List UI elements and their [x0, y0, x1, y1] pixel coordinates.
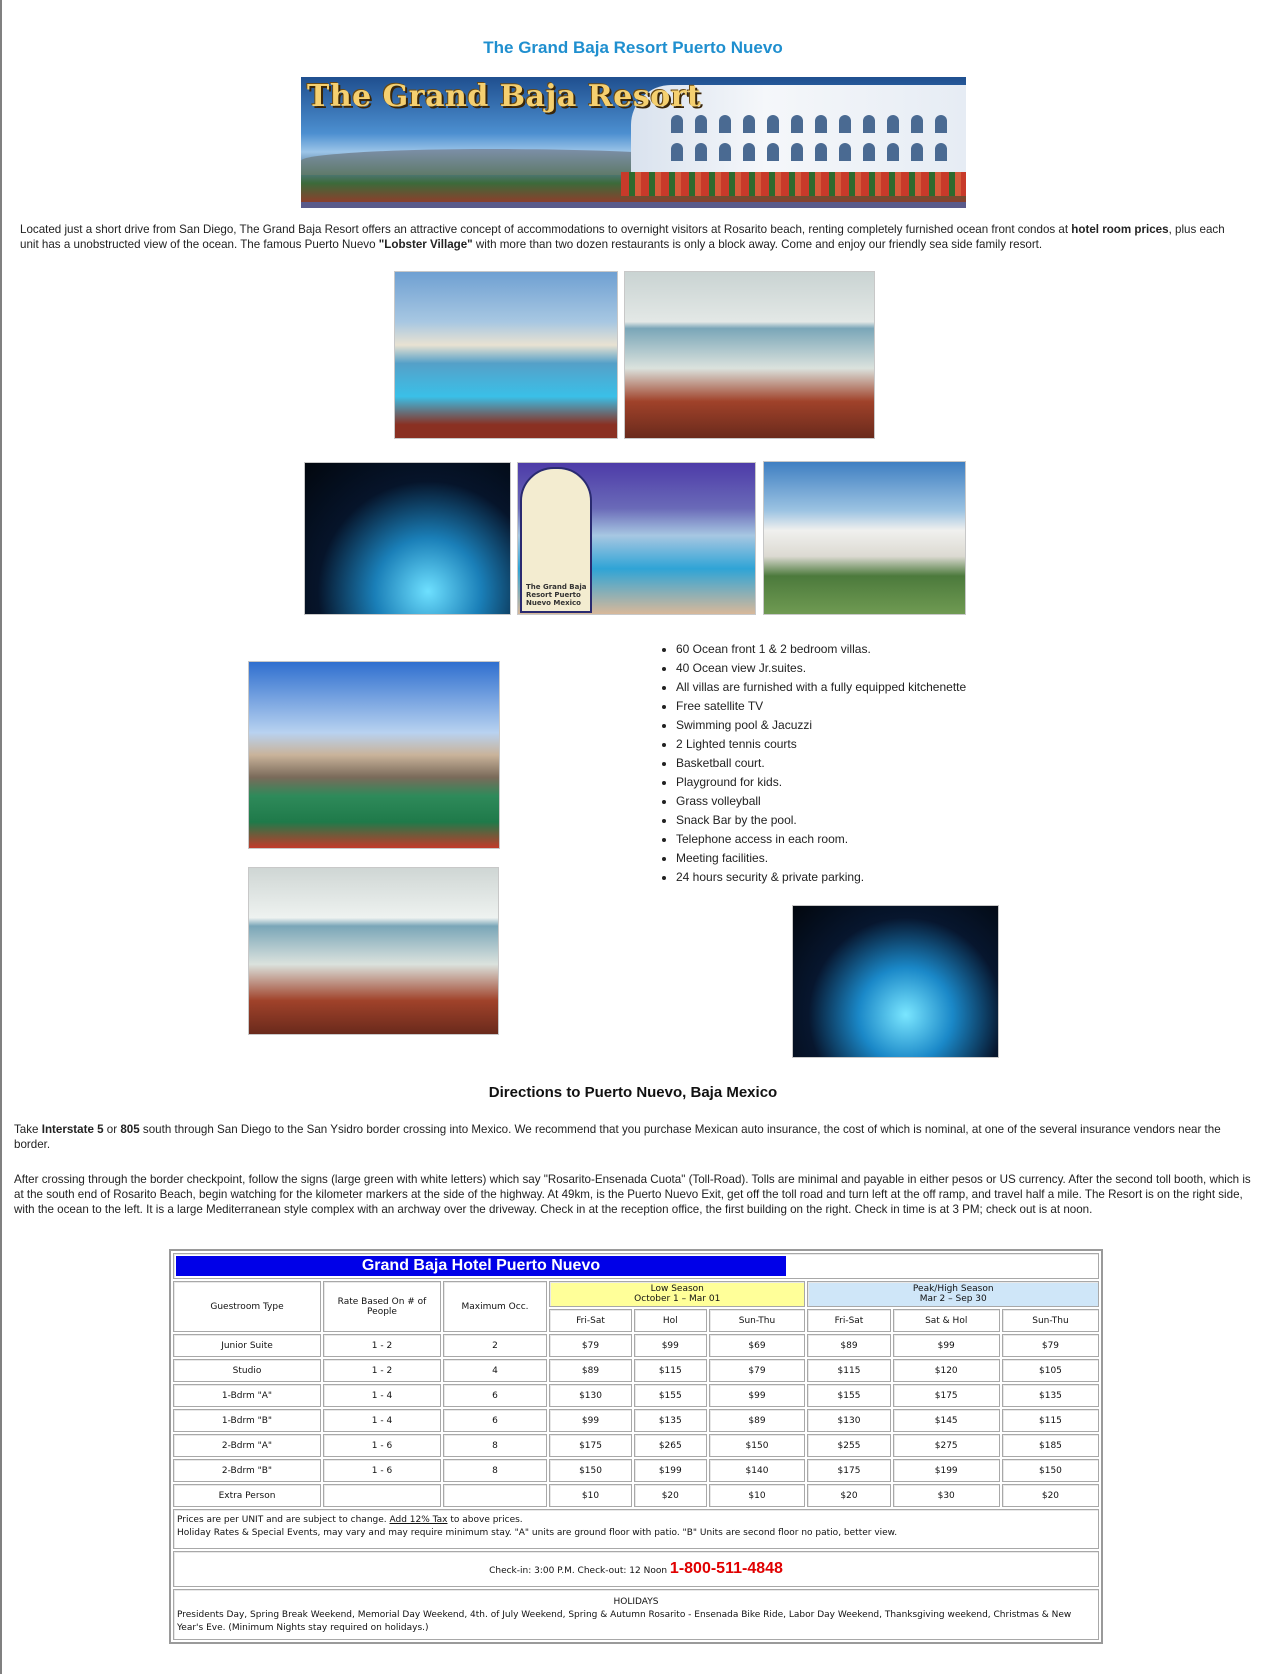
table-row: [173, 1334, 1099, 1357]
cell-rate: $140: [709, 1459, 806, 1482]
cell-rate: $115: [807, 1359, 890, 1382]
logo-pool-photo: [517, 462, 756, 615]
intro-text-3: with more than two dozen restaurants is only a block away. Come and enjoy our friendly sea side family resort.: [472, 238, 1043, 251]
rates-title: Grand Baja Hotel Puerto Nuevo: [176, 1256, 786, 1276]
cell-rate: $99: [634, 1334, 707, 1357]
holidays-title: HOLIDAYS: [613, 1597, 659, 1607]
cell-rate: $185: [1002, 1434, 1099, 1457]
page-title: The Grand Baja Resort Puerto Nuevo: [483, 38, 783, 57]
header-low-season: [549, 1281, 805, 1307]
cell-rate: $115: [1002, 1409, 1099, 1432]
dir-text: or: [103, 1123, 121, 1136]
header-low-fri-sat: Fri-Sat: [549, 1309, 632, 1332]
dir-bold-805: 805: [120, 1123, 140, 1136]
list-item: • All villas are furnished with a fully equipped kitchenette: [676, 678, 966, 697]
cell-rate: $20: [807, 1484, 890, 1507]
dir-text: Take: [14, 1123, 42, 1136]
cell-max: 8: [443, 1434, 547, 1457]
list-item: • Grass volleyball: [676, 792, 966, 811]
holidays-cell: [173, 1589, 1099, 1640]
cell-rate: $20: [1002, 1484, 1099, 1507]
amenities-list: [658, 640, 966, 887]
peak-season-label: Peak/High Season: [912, 1284, 994, 1294]
checkin-row: [173, 1551, 1099, 1587]
cell-rate: $150: [1002, 1459, 1099, 1482]
tax-link[interactable]: Add 12% Tax: [389, 1515, 448, 1525]
pool-photo: [394, 271, 618, 439]
cell-rate: $79: [709, 1359, 806, 1382]
cell-rate: $120: [893, 1359, 1000, 1382]
directions-paragraph-1: [14, 1122, 1254, 1152]
cell-rate: $175: [549, 1434, 632, 1457]
cell-type: Junior Suite: [173, 1334, 321, 1357]
cell-rate: $275: [893, 1434, 1000, 1457]
cell-max: 2: [443, 1334, 547, 1357]
cell-type: 2-Bdrm "B": [173, 1459, 321, 1482]
cell-type: 1-Bdrm "B": [173, 1409, 321, 1432]
rates-table: [171, 1251, 1101, 1642]
header-peak-fri-sat: Fri-Sat: [807, 1309, 890, 1332]
cell-type: Studio: [173, 1359, 321, 1382]
holidays-text: Presidents Day, Spring Break Weekend, Memorial Day Weekend, 4th. of July Weekend, Spring & Autumn Rosarito - Ensenada Bike Ride, Labor Day Weekend, Thanksgiving weekend, Christmas & New Year's Eve. (Minimum Nights stay required on holidays.): [177, 1610, 1072, 1633]
cell-rate: $135: [1002, 1384, 1099, 1407]
logo-panel-text: The Grand Baja Resort Puerto Nuevo Mexico: [526, 583, 587, 607]
cell-rate: $155: [807, 1384, 890, 1407]
cell-rate: $199: [634, 1459, 707, 1482]
night-pool-photo-2: [792, 905, 999, 1058]
banner-title: The Grand Baja Resort: [307, 79, 702, 114]
rates-title-cell: [173, 1253, 1099, 1279]
intro-bold-lobster-village: "Lobster Village": [378, 238, 473, 251]
header-max-occ: Maximum Occ.: [443, 1281, 547, 1332]
phone-number[interactable]: 1-800-511-4848: [669, 1560, 783, 1577]
intro-text-1: Located just a short drive from San Diego, The Grand Baja Resort offers an attractive concept of accommodations to overnight visitors at Rosarito beach, renting completely furnished ocean front condos at: [20, 223, 1072, 236]
rates-table-panel: [169, 1249, 1103, 1644]
cell-rate: $199: [893, 1459, 1000, 1482]
banner-flower-bed: [621, 172, 966, 196]
cell-rate: $145: [893, 1409, 1000, 1432]
intro-bold-hotel-prices: hotel room prices: [1071, 223, 1169, 236]
cell-type: Extra Person: [173, 1484, 321, 1507]
cell-rate: $79: [1002, 1334, 1099, 1357]
table-row: [173, 1359, 1099, 1382]
living-room-photo: [624, 271, 875, 439]
resort-logo-panel: [520, 467, 592, 613]
list-item: • Free satellite TV: [676, 697, 966, 716]
header-guestroom: Guestroom Type: [173, 1281, 321, 1332]
rates-notes: [173, 1509, 1099, 1549]
cell-rate: $30: [893, 1484, 1000, 1507]
cell-rate: $10: [709, 1484, 806, 1507]
list-item: • Swimming pool & Jacuzzi: [676, 716, 966, 735]
list-item: • 24 hours security & private parking.: [676, 868, 966, 887]
resort-banner-image: [301, 77, 966, 208]
cell-people: 1 - 4: [323, 1384, 441, 1407]
list-item: • 2 Lighted tennis courts: [676, 735, 966, 754]
notes-holiday-rates: Holiday Rates & Special Events, may vary and may require minimum stay. "A" units are ground floor with patio. "B" Units are second floor no patio, better view.: [177, 1528, 898, 1538]
cell-rate: $99: [549, 1409, 632, 1432]
cell-max: 8: [443, 1459, 547, 1482]
cell-rate: $115: [634, 1359, 707, 1382]
cell-people: 1 - 6: [323, 1434, 441, 1457]
cell-rate: $255: [807, 1434, 890, 1457]
cell-rate: $99: [709, 1384, 806, 1407]
header-peak-sun-thu: Sun-Thu: [1002, 1309, 1099, 1332]
cell-type: 2-Bdrm "A": [173, 1434, 321, 1457]
cell-rate: $20: [634, 1484, 707, 1507]
notes-text: to above prices.: [447, 1515, 523, 1525]
directions-title: Directions to Puerto Nuevo, Baja Mexico: [488, 1084, 778, 1101]
night-pool-photo: [304, 462, 511, 615]
cell-rate: $89: [807, 1334, 890, 1357]
cell-rate: $79: [549, 1334, 632, 1357]
header-rate-based: Rate Based On # of People: [323, 1281, 441, 1332]
cell-rate: $89: [709, 1409, 806, 1432]
cell-people: 1 - 4: [323, 1409, 441, 1432]
table-row: [173, 1434, 1099, 1457]
header-low-sun-thu: Sun-Thu: [709, 1309, 806, 1332]
cell-people: 1 - 2: [323, 1334, 441, 1357]
list-item: • Playground for kids.: [676, 773, 966, 792]
cell-rate: $150: [709, 1434, 806, 1457]
cell-rate: $150: [549, 1459, 632, 1482]
cell-rate: $105: [1002, 1359, 1099, 1382]
cell-people: [323, 1484, 441, 1507]
cell-rate: $89: [549, 1359, 632, 1382]
list-item: • 40 Ocean view Jr.suites.: [676, 659, 966, 678]
cell-type: 1-Bdrm "A": [173, 1384, 321, 1407]
table-row: [173, 1384, 1099, 1407]
cell-rate: $175: [807, 1459, 890, 1482]
cell-rate: $130: [549, 1384, 632, 1407]
intro-text-2: , plus each unit has a unobstructed view of the ocean. The famous Puerto Nuevo: [20, 223, 1225, 251]
table-row: [173, 1484, 1099, 1507]
header-peak-season: [807, 1281, 1099, 1307]
list-item: • Meeting facilities.: [676, 849, 966, 868]
header-low-hol: Hol: [634, 1309, 707, 1332]
intro-paragraph: [20, 222, 1245, 252]
cell-rate: $69: [709, 1334, 806, 1357]
list-item: • Snack Bar by the pool.: [676, 811, 966, 830]
cell-max: 6: [443, 1384, 547, 1407]
cell-rate: $175: [893, 1384, 1000, 1407]
dir-bold-interstate: Interstate 5: [41, 1123, 104, 1136]
cell-rate: $265: [634, 1434, 707, 1457]
cell-max: 4: [443, 1359, 547, 1382]
table-row: [173, 1459, 1099, 1482]
cell-rate: $130: [807, 1409, 890, 1432]
building-lawn-photo: [763, 461, 966, 615]
low-season-dates: October 1 – Mar 01: [634, 1294, 721, 1304]
list-item: • 60 Ocean front 1 & 2 bedroom villas.: [676, 640, 966, 659]
cell-rate: $99: [893, 1334, 1000, 1357]
cell-max: [443, 1484, 547, 1507]
directions-paragraph-2: After crossing through the border checkpoint, follow the signs (large green with white letters) which say "Rosarito-Ensenada Cuota" (Toll-Road). Tolls are minimal and payable in either pesos or US currency. After the second toll booth, which is at the south end of Rosarito Beach, begin watching for the kilometer markers at the side of the highway. At 49km, is the Puerto Nuevo Exit, get off the toll road and turn left at the off ramp, and travel half a mile. The Resort is on the right side, with the ocean to the left. It is a large Mediterranean style complex with an archway over the driveway. Check in at the reception office, the first building on the right. Check in time is at 3 PM; check out is at noon.: [14, 1173, 1251, 1216]
cell-max: 6: [443, 1409, 547, 1432]
notes-text: Prices are per UNIT and are subject to change.: [177, 1515, 390, 1525]
tennis-court-photo: [248, 661, 500, 849]
header-peak-sat-hol: Sat & Hol: [893, 1309, 1000, 1332]
peak-season-dates: Mar 2 – Sep 30: [919, 1294, 987, 1304]
cell-rate: $155: [634, 1384, 707, 1407]
cell-people: 1 - 2: [323, 1359, 441, 1382]
table-row: [173, 1409, 1099, 1432]
cell-rate: $135: [634, 1409, 707, 1432]
low-season-label: Low Season: [650, 1284, 704, 1294]
living-room-photo-2: [248, 867, 499, 1035]
list-item: • Basketball court.: [676, 754, 966, 773]
list-item: • Telephone access in each room.: [676, 830, 966, 849]
dir-text: south through San Diego to the San Ysidro border crossing into Mexico. We recommend that you purchase Mexican auto insurance, the cost of which is nominal, at one of the several insurance vendors near the border.: [14, 1123, 1221, 1151]
checkin-text: Check-in: 3:00 P.M. Check-out: 12 Noon: [489, 1566, 670, 1576]
cell-rate: $10: [549, 1484, 632, 1507]
cell-people: 1 - 6: [323, 1459, 441, 1482]
